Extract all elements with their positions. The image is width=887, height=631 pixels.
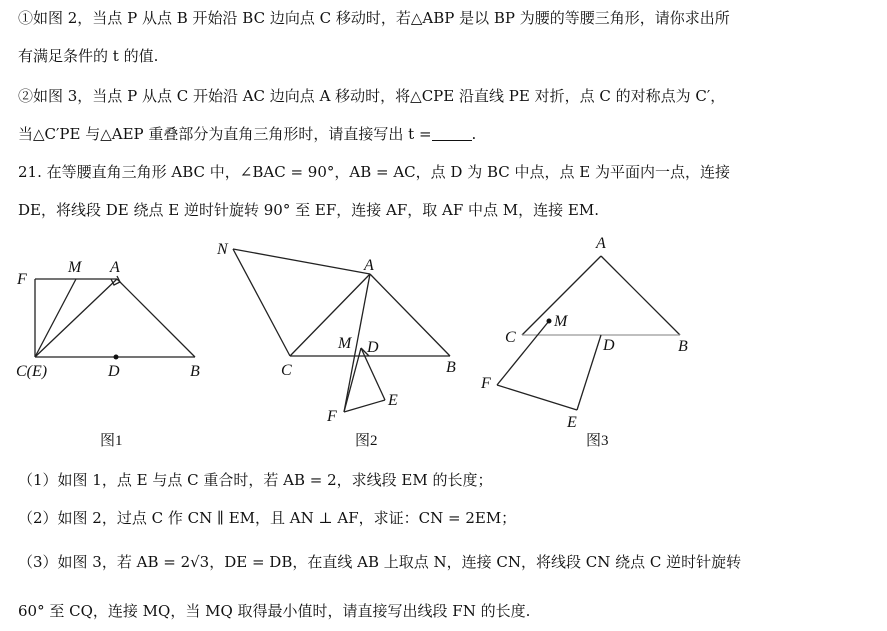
answer-blank — [432, 126, 472, 141]
fig2-label-e: E — [388, 392, 398, 409]
fig2-caption: 图2 — [355, 433, 378, 449]
text-line-2: 有满足条件的 t 的值. — [18, 47, 159, 65]
fig2-label-c: C — [281, 362, 292, 379]
text-line-4-end: . — [471, 125, 477, 143]
fig3-label-a: A — [596, 235, 606, 252]
text-line-9: （3）如图 3，若 AB = 2√3，DE = DB，在直线 AB 上取点 N，连接 CN，将线段 CN 绕点 C 逆时针旋转 — [18, 553, 742, 571]
figure-2 — [233, 249, 450, 412]
fig1-label-b: B — [190, 363, 200, 380]
fig1-label-ce: C(E) — [16, 363, 48, 380]
fig1-label-a: A — [110, 259, 120, 276]
text-line-4 — [18, 124, 476, 144]
fig2-label-n: N — [217, 241, 228, 258]
fig2-label-f: F — [327, 408, 337, 425]
text-line-7: （1）如图 1，点 E 与点 C 重合时，若 AB = 2，求线段 EM 的长度； — [18, 471, 493, 489]
fig2-label-d: D — [367, 339, 379, 356]
geometry-figures — [0, 232, 887, 462]
fig2-label-a: A — [364, 257, 374, 274]
fig3-label-m: M — [554, 313, 568, 330]
text-line-1: ①如图 2，当点 P 从点 B 开始沿 BC 边向点 C 移动时，若△ABP 是以 BP 为腰的等腰三角形，请你求出所 — [18, 9, 730, 27]
text-line-5: 21. 在等腰直角三角形 ABC 中，∠BAC = 90°，AB = AC，点 D 为 BC 中点，点 E 为平面内一点，连接 — [18, 163, 730, 181]
fig3-label-b: B — [678, 338, 688, 355]
fig2-label-b: B — [446, 359, 456, 376]
text-line-4-body: 当△C′PE 与△AEP 重叠部分为直角三角形时，请直接写出 t = — [18, 125, 432, 143]
fig3-label-d: D — [603, 337, 615, 354]
fig3-label-f: F — [481, 375, 491, 392]
text-line-6: DE，将线段 DE 绕点 E 逆时针旋转 90° 至 EF，连接 AF，取 AF 中点 M，连接 EM. — [18, 201, 599, 219]
fig3-label-c: C — [505, 329, 516, 346]
text-line-8: （2）如图 2，过点 C 作 CN ∥ EM，且 AN ⊥ AF，求证：CN = 2EM； — [18, 509, 517, 527]
fig1-caption: 图1 — [100, 433, 123, 449]
point-d-dot-fig1 — [114, 355, 119, 360]
fig3-label-e: E — [567, 414, 577, 431]
point-m-dot-fig3 — [547, 319, 552, 324]
fig2-label-m: M — [338, 335, 352, 352]
fig1-label-f: F — [17, 271, 27, 288]
fig3-caption: 图3 — [586, 433, 609, 449]
text-line-10: 60° 至 CQ，连接 MQ，当 MQ 取得最小值时，请直接写出线段 FN 的长度. — [18, 602, 531, 620]
fig1-label-d: D — [108, 363, 120, 380]
fig1-label-m: M — [68, 259, 82, 276]
figure-1 — [35, 276, 195, 357]
figure-3 — [497, 256, 680, 410]
text-line-3: ②如图 3，当点 P 从点 C 开始沿 AC 边向点 A 移动时，将△CPE 沿直线 PE 对折，点 C 的对称点为 C′， — [18, 87, 726, 105]
